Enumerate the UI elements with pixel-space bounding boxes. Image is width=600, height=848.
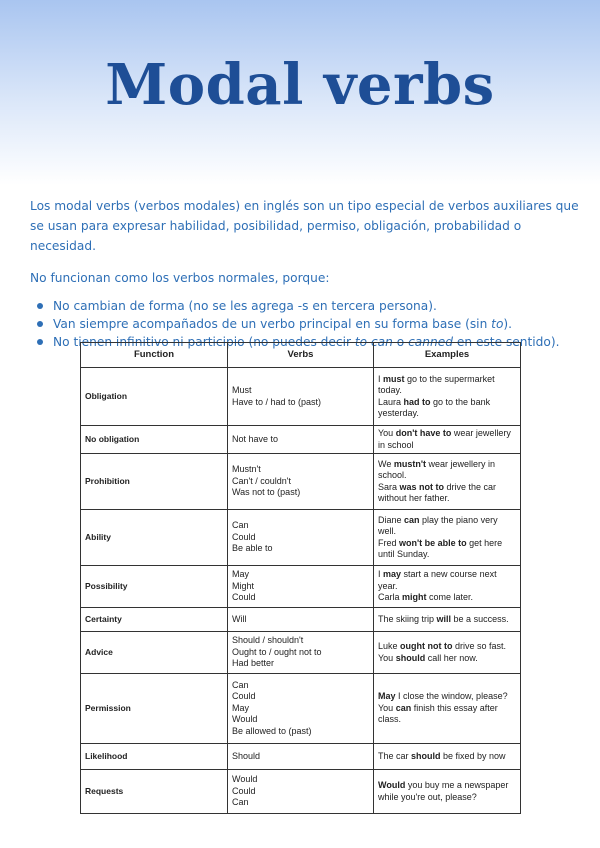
verb-line: Could <box>232 531 256 542</box>
verb-line: Not have to <box>232 433 279 444</box>
examples-cell <box>374 770 521 814</box>
examples-cell <box>374 744 521 770</box>
table-row <box>81 608 521 632</box>
verb-line: May <box>232 702 250 713</box>
verb-line: Had better <box>232 658 275 669</box>
verbs-cell <box>228 674 374 744</box>
example-sentence: We mustn't wear jewellery in school. <box>378 458 496 480</box>
column-header-examples: Examples <box>374 343 521 368</box>
example-sentence: Laura had to go to the bank yesterday. <box>378 396 491 418</box>
table-row <box>81 426 521 454</box>
function-cell: Advice <box>81 632 228 674</box>
verb-line: Could <box>232 592 256 603</box>
table-row <box>81 510 521 566</box>
verb-line: Mustn't <box>232 464 261 475</box>
verb-line: Could <box>232 785 256 796</box>
verb-line: Would <box>232 774 258 785</box>
table-row <box>81 454 521 510</box>
intro-paragraph: Los modal verbs (verbos modales) en inglés son un tipo especial de verbos auxiliares que se usan para expresar habilidad, posibilidad, permiso, obligación, probabilidad o necesidad. <box>30 199 579 253</box>
examples-cell <box>374 566 521 608</box>
intro-lead-in: No funcionan como los verbos normales, porque: <box>30 271 330 285</box>
rule-item: Van siempre acompañados de un verbo principal en su forma base (sin to). <box>30 315 582 333</box>
verbs-cell <box>228 566 374 608</box>
function-cell: Prohibition <box>81 454 228 510</box>
verb-line: Can <box>232 679 249 690</box>
modal-verbs-table <box>80 342 521 814</box>
intro-section <box>30 196 582 351</box>
verb-line: Be allowed to (past) <box>232 725 312 736</box>
example-sentence: Would you buy me a newspaper while you're out, please? <box>378 780 509 802</box>
verb-line: Was not to (past) <box>232 487 301 498</box>
example-sentence: The car should be fixed by now <box>378 750 506 761</box>
rule-item: No tienen infinitivo ni participio (no puedes decir to can o canned en este sentido). <box>30 333 582 351</box>
verbs-cell <box>228 744 374 770</box>
example-sentence: May I close the window, please? <box>378 691 508 702</box>
example-sentence: Diane can play the piano very well. <box>378 514 498 536</box>
verb-line: Must <box>232 385 252 395</box>
column-header-function: Function <box>81 343 228 368</box>
function-cell: Likelihood <box>81 744 228 770</box>
examples-cell <box>374 632 521 674</box>
example-sentence: Luke ought not to drive so fast. <box>378 641 507 651</box>
examples-cell <box>374 368 521 426</box>
verbs-cell <box>228 608 374 632</box>
verb-line: Can <box>232 797 249 808</box>
verb-line: Ought to / ought not to <box>232 646 322 657</box>
verbs-cell <box>228 426 374 454</box>
table-row <box>81 566 521 608</box>
example-sentence: You should call her now. <box>378 652 478 663</box>
example-sentence: You don't have to wear jewellery in school <box>378 428 511 450</box>
table-row <box>81 368 521 426</box>
verbs-cell <box>228 368 374 426</box>
function-cell: No obligation <box>81 426 228 454</box>
rule-item: No cambian de forma (no se les agrega -s en tercera persona). <box>30 297 582 315</box>
verb-line: Could <box>232 691 256 702</box>
example-sentence: I may start a new course next year. <box>378 569 497 591</box>
example-sentence: I must go to the supermarket today. <box>378 373 495 395</box>
examples-cell <box>374 426 521 454</box>
function-cell: Ability <box>81 510 228 566</box>
examples-cell <box>374 608 521 632</box>
verb-line: Should <box>232 750 261 761</box>
function-cell: Certainty <box>81 608 228 632</box>
examples-cell <box>374 674 521 744</box>
verb-line: Might <box>232 580 255 591</box>
verb-line: Can <box>232 520 249 531</box>
verbs-cell <box>228 770 374 814</box>
verb-line: May <box>232 569 250 580</box>
table-header-row <box>81 343 521 368</box>
verb-line: Will <box>232 613 247 624</box>
example-sentence: Carla might come later. <box>378 592 474 603</box>
table-row <box>81 744 521 770</box>
verb-line: Should / shouldn't <box>232 635 304 646</box>
function-cell: Requests <box>81 770 228 814</box>
verbs-cell <box>228 510 374 566</box>
verbs-cell <box>228 454 374 510</box>
examples-cell <box>374 510 521 566</box>
example-sentence: You can finish this essay after class. <box>378 702 498 725</box>
verbs-cell <box>228 632 374 674</box>
table-row <box>81 770 521 814</box>
function-cell: Possibility <box>81 566 228 608</box>
verb-line: Can't / couldn't <box>232 475 291 486</box>
page-title: Modal verbs <box>105 52 495 118</box>
verb-line: Have to / had to (past) <box>232 396 322 407</box>
table-row <box>81 674 521 744</box>
function-cell: Obligation <box>81 368 228 426</box>
table-row <box>81 632 521 674</box>
function-cell: Permission <box>81 674 228 744</box>
column-header-verbs: Verbs <box>228 343 374 368</box>
examples-cell <box>374 454 521 510</box>
example-sentence: Sara was not to drive the car without her father. <box>378 481 497 503</box>
verb-line: Would <box>232 714 258 725</box>
example-sentence: The skiing trip will be a success. <box>378 613 509 624</box>
example-sentence: Fred won't be able to get here until Sunday. <box>378 537 503 559</box>
verb-line: Be able to <box>232 543 273 554</box>
